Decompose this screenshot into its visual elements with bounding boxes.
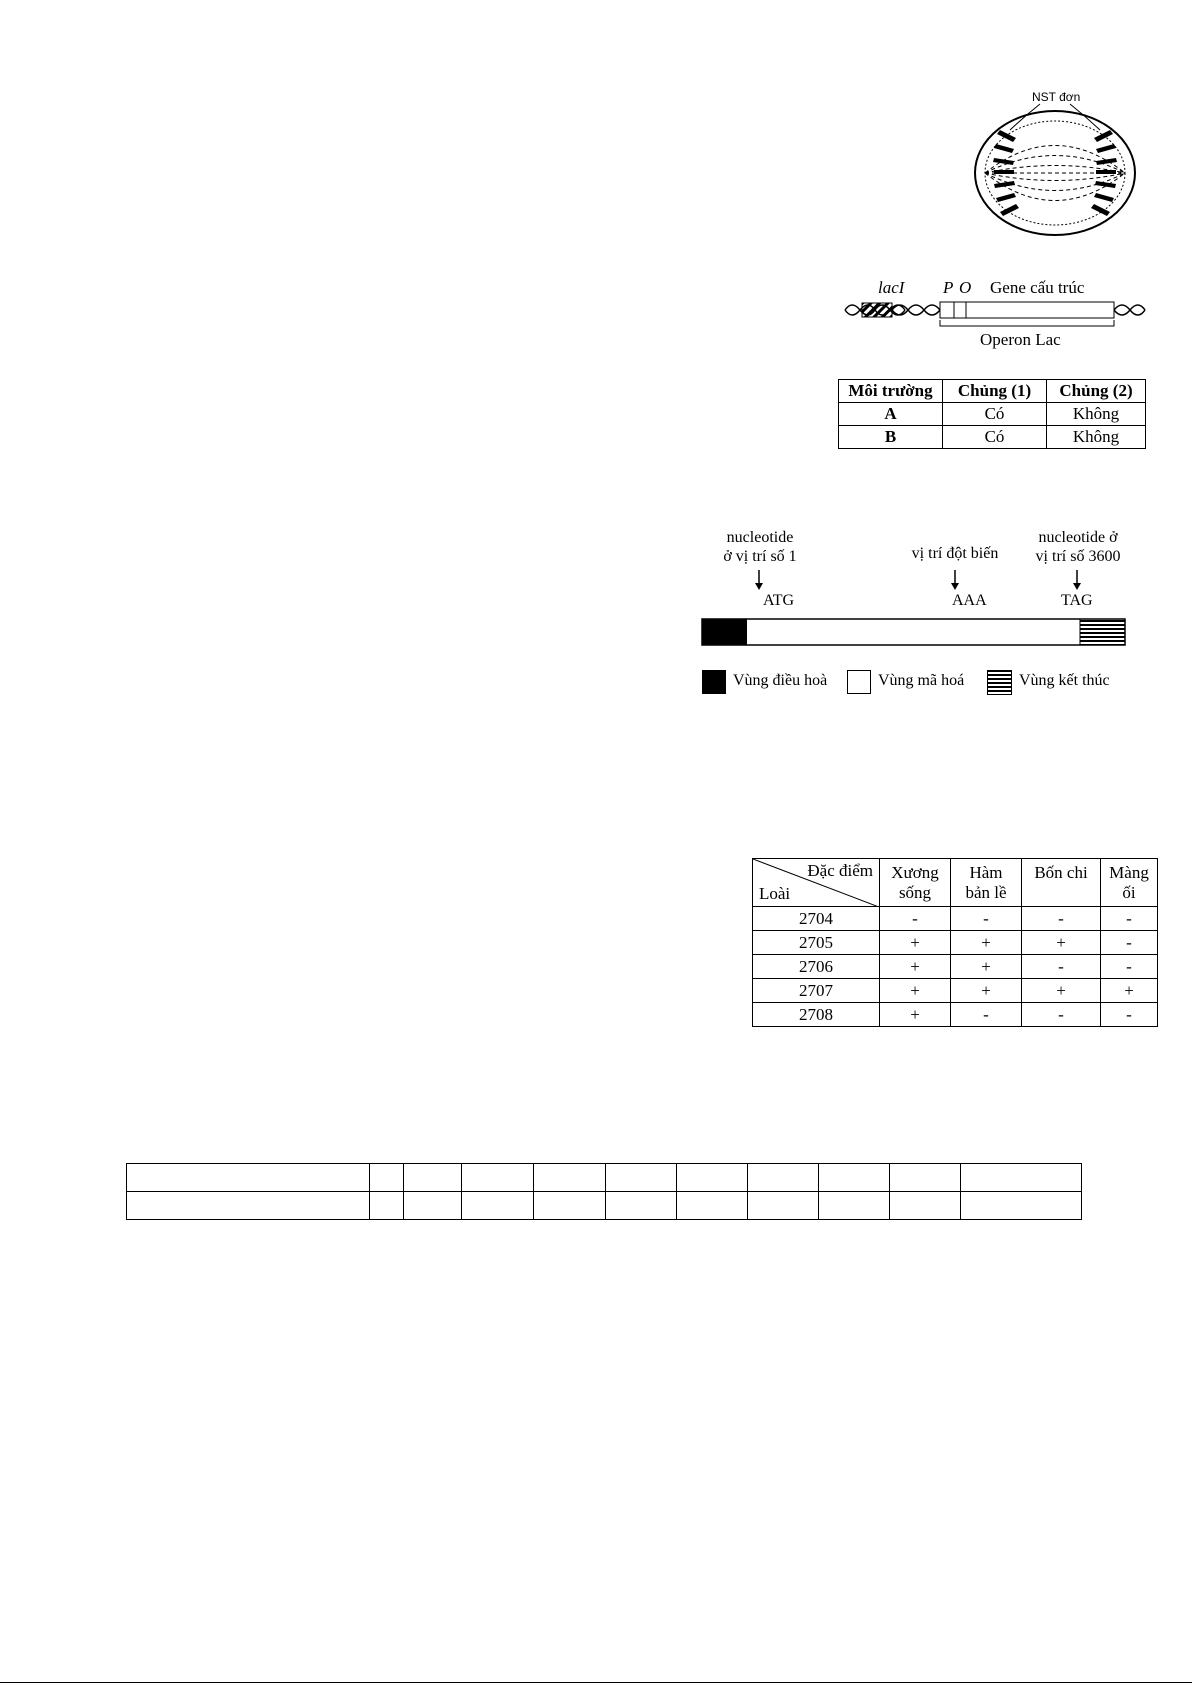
corner-species-label: Loài bbox=[759, 884, 791, 903]
answer-cell[interactable] bbox=[677, 1164, 748, 1192]
codon-stop: TAG bbox=[1061, 592, 1093, 609]
operator-label: O bbox=[959, 278, 972, 297]
species-cell: - bbox=[951, 1003, 1022, 1027]
mid-label: vị trí đột biến bbox=[911, 545, 999, 562]
species-corner-cell bbox=[753, 859, 880, 907]
left-label: nucleotide ở vị trí số 1 bbox=[723, 529, 797, 565]
environment-table bbox=[838, 379, 1146, 449]
answer-cell[interactable] bbox=[819, 1192, 890, 1220]
footer-rule bbox=[0, 1682, 1192, 1683]
operon-lac-label: Operon Lac bbox=[980, 330, 1061, 349]
env-cell: A bbox=[839, 403, 943, 426]
species-cell: - bbox=[1022, 907, 1101, 931]
answer-cell[interactable] bbox=[127, 1192, 370, 1220]
answer-cell[interactable] bbox=[606, 1164, 677, 1192]
codon-start: ATG bbox=[763, 592, 795, 609]
species-cell: - bbox=[1101, 955, 1158, 979]
answer-cell[interactable] bbox=[462, 1164, 534, 1192]
species-cell: - bbox=[1022, 1003, 1101, 1027]
env-cell: Không bbox=[1047, 426, 1146, 449]
gene-bar bbox=[700, 616, 1130, 650]
legend bbox=[700, 668, 1140, 698]
env-cell: Không bbox=[1047, 403, 1146, 426]
legend-swatch-termination bbox=[987, 670, 1013, 696]
header-jaw: Hàm bản lề bbox=[951, 859, 1022, 907]
laci-label: lacI bbox=[878, 278, 905, 297]
answer-table bbox=[126, 1163, 1082, 1220]
species-cell: 2705 bbox=[753, 931, 880, 955]
species-cell: + bbox=[951, 931, 1022, 955]
species-cell: + bbox=[951, 979, 1022, 1003]
header-four-limbs: Bốn chi bbox=[1022, 859, 1101, 907]
legend-swatch-coding bbox=[847, 670, 871, 694]
env-cell: Có bbox=[943, 426, 1047, 449]
species-cell: + bbox=[1101, 979, 1158, 1003]
gene-figure bbox=[705, 528, 1135, 708]
answer-cell[interactable] bbox=[677, 1192, 748, 1220]
species-cell: 2708 bbox=[753, 1003, 880, 1027]
answer-cell[interactable] bbox=[534, 1192, 606, 1220]
legend-label-termination: Vùng kết thúc bbox=[1019, 672, 1110, 689]
promoter-label: P bbox=[943, 278, 954, 297]
answer-cell[interactable] bbox=[961, 1192, 1082, 1220]
legend-swatch-regulatory bbox=[702, 670, 726, 694]
species-cell: - bbox=[880, 907, 951, 931]
answer-cell[interactable] bbox=[534, 1164, 606, 1192]
answer-cell[interactable] bbox=[462, 1192, 534, 1220]
species-cell: - bbox=[1101, 931, 1158, 955]
env-cell: B bbox=[839, 426, 943, 449]
right-label: nucleotide ở vị trí số 3600 bbox=[1035, 529, 1121, 565]
species-cell: + bbox=[951, 955, 1022, 979]
answer-cell[interactable] bbox=[404, 1164, 462, 1192]
corner-feature-label: Đặc điểm bbox=[807, 861, 873, 880]
spindle-label: NST đơn bbox=[1032, 90, 1081, 104]
codon-mutation: AAA bbox=[952, 592, 987, 609]
answer-cell[interactable] bbox=[370, 1164, 404, 1192]
header-backbone: Xương sống bbox=[880, 859, 951, 907]
species-cell: + bbox=[880, 955, 951, 979]
spindle-figure bbox=[970, 88, 1145, 238]
lac-operon-figure bbox=[840, 276, 1150, 356]
header-amnion: Màng ối bbox=[1101, 859, 1158, 907]
spindle-drawing bbox=[970, 88, 1145, 238]
species-cell: 2706 bbox=[753, 955, 880, 979]
legend-label-coding: Vùng mã hoá bbox=[878, 672, 965, 689]
answer-cell[interactable] bbox=[127, 1164, 370, 1192]
env-cell: Có bbox=[943, 403, 1047, 426]
answer-cell[interactable] bbox=[819, 1164, 890, 1192]
species-table bbox=[752, 858, 1158, 1027]
answer-cell[interactable] bbox=[748, 1192, 819, 1220]
answer-cell[interactable] bbox=[606, 1192, 677, 1220]
answer-cell[interactable] bbox=[748, 1164, 819, 1192]
answer-cell[interactable] bbox=[890, 1164, 961, 1192]
species-cell: - bbox=[1022, 955, 1101, 979]
structural-genes-label: Gene cấu trúc bbox=[990, 278, 1085, 297]
species-cell: + bbox=[880, 1003, 951, 1027]
species-cell: + bbox=[1022, 931, 1101, 955]
answer-cell[interactable] bbox=[890, 1192, 961, 1220]
answer-cell[interactable] bbox=[961, 1164, 1082, 1192]
species-cell: - bbox=[1101, 1003, 1158, 1027]
species-cell: 2704 bbox=[753, 907, 880, 931]
answer-cell[interactable] bbox=[404, 1192, 462, 1220]
env-header-strain-1: Chủng (1) bbox=[943, 380, 1047, 403]
species-cell: - bbox=[1101, 907, 1158, 931]
species-cell: + bbox=[1022, 979, 1101, 1003]
species-cell: 2707 bbox=[753, 979, 880, 1003]
env-header-environment: Môi trường bbox=[839, 380, 943, 403]
species-cell: + bbox=[880, 931, 951, 955]
legend-label-regulatory: Vùng điều hoà bbox=[733, 672, 828, 689]
env-header-strain-2: Chủng (2) bbox=[1047, 380, 1146, 403]
answer-cell[interactable] bbox=[370, 1192, 404, 1220]
species-cell: - bbox=[951, 907, 1022, 931]
species-cell: + bbox=[880, 979, 951, 1003]
